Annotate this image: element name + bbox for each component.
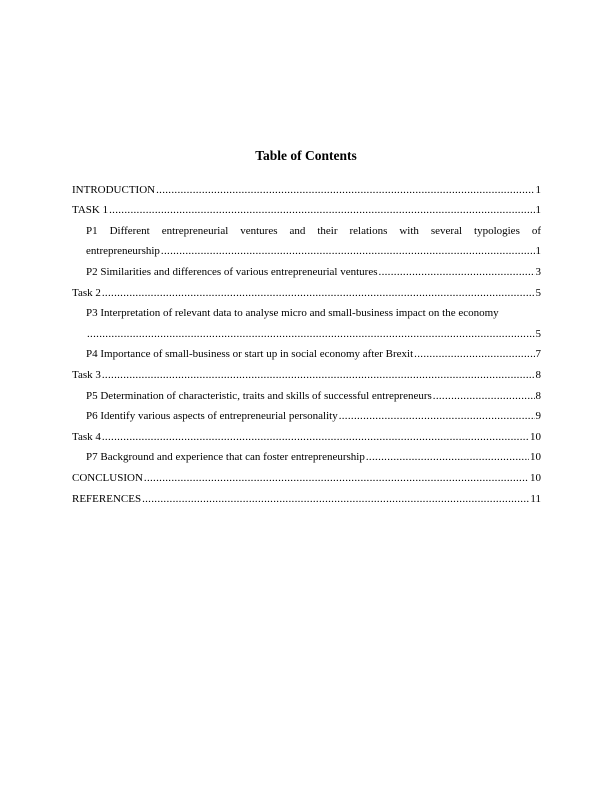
toc-entry-references[interactable] [72, 485, 541, 506]
toc-entry-label: TASK 1 [72, 204, 109, 217]
toc-entry-label: P6 Identify various aspects of entrepreneurial personality [86, 410, 338, 423]
toc-entry-page: 3 [535, 265, 541, 278]
toc-entry-p4[interactable] [72, 341, 541, 362]
toc-entry-label: entrepreneurship [86, 245, 160, 258]
toc-entry-label: Task 4 [72, 430, 101, 443]
toc-entry-page: 10 [530, 430, 541, 443]
dot-leader [102, 368, 535, 382]
toc-entry-p5[interactable] [72, 382, 541, 403]
toc-entry-page: 1 [535, 183, 541, 196]
toc-entry-p1-line1[interactable] [72, 217, 541, 238]
toc-entry-label: INTRODUCTION [72, 183, 156, 196]
toc-entry-task1[interactable] [72, 197, 541, 218]
toc-title: Table of Contents [255, 148, 357, 163]
toc-entry-label: CONCLUSION [72, 471, 143, 484]
toc-entry-p2[interactable] [72, 258, 541, 279]
dot-leader [433, 389, 535, 403]
table-of-contents [72, 176, 541, 506]
toc-entry-label: P1 Different entrepreneurial ventures and their relations with several typologies of [86, 224, 541, 237]
dot-leader [142, 492, 529, 506]
toc-entry-label: P3 Interpretation of relevant data to analyse micro and small-business impact on the economy [86, 307, 499, 320]
toc-entry-page: 9 [535, 410, 541, 423]
toc-entry-page: 1 [535, 204, 541, 217]
toc-entry-p3-line1[interactable] [72, 300, 541, 321]
dot-leader [156, 183, 534, 197]
toc-entry-p1[interactable] [72, 238, 541, 259]
toc-entry-label: REFERENCES [72, 492, 142, 505]
dot-leader [87, 327, 535, 341]
toc-entry-label: P4 Importance of small-business or start up in social economy after Brexit [86, 348, 414, 361]
toc-entry-page: 10 [530, 451, 541, 464]
dot-leader [339, 409, 535, 423]
toc-entry-label: Task 3 [72, 368, 101, 381]
toc-entry-label: P7 Background and experience that can foster entrepreneurship [86, 451, 365, 464]
toc-entry-introduction[interactable] [72, 176, 541, 197]
toc-entry-p7[interactable] [72, 444, 541, 465]
dot-leader [379, 265, 535, 279]
toc-entry-page: 5 [535, 327, 541, 340]
dot-leader [102, 286, 535, 300]
toc-entry-page: 1 [535, 245, 541, 258]
toc-entry-task4[interactable] [72, 423, 541, 444]
toc-entry-label: P2 Similarities and differences of various entrepreneurial ventures [86, 265, 378, 278]
dot-leader [161, 244, 535, 258]
dot-leader [109, 203, 534, 217]
toc-entry-task2[interactable] [72, 279, 541, 300]
toc-entry-conclusion[interactable] [72, 464, 541, 485]
toc-entry-page: 7 [535, 348, 541, 361]
dot-leader [366, 450, 529, 464]
dot-leader [102, 430, 529, 444]
toc-entry-page: 5 [535, 286, 541, 299]
toc-entry-label: Task 2 [72, 286, 101, 299]
toc-entry-page: 8 [535, 368, 541, 381]
dot-leader [144, 471, 529, 485]
toc-entry-label: P5 Determination of characteristic, traits and skills of successful entrepreneurs [86, 389, 432, 402]
toc-entry-page: 11 [530, 492, 541, 505]
toc-entry-task3[interactable] [72, 361, 541, 382]
toc-entry-p3[interactable] [72, 320, 541, 341]
toc-entry-page: 8 [535, 389, 541, 402]
dot-leader [414, 347, 534, 361]
toc-entry-page: 10 [530, 471, 541, 484]
toc-entry-p6[interactable] [72, 403, 541, 424]
